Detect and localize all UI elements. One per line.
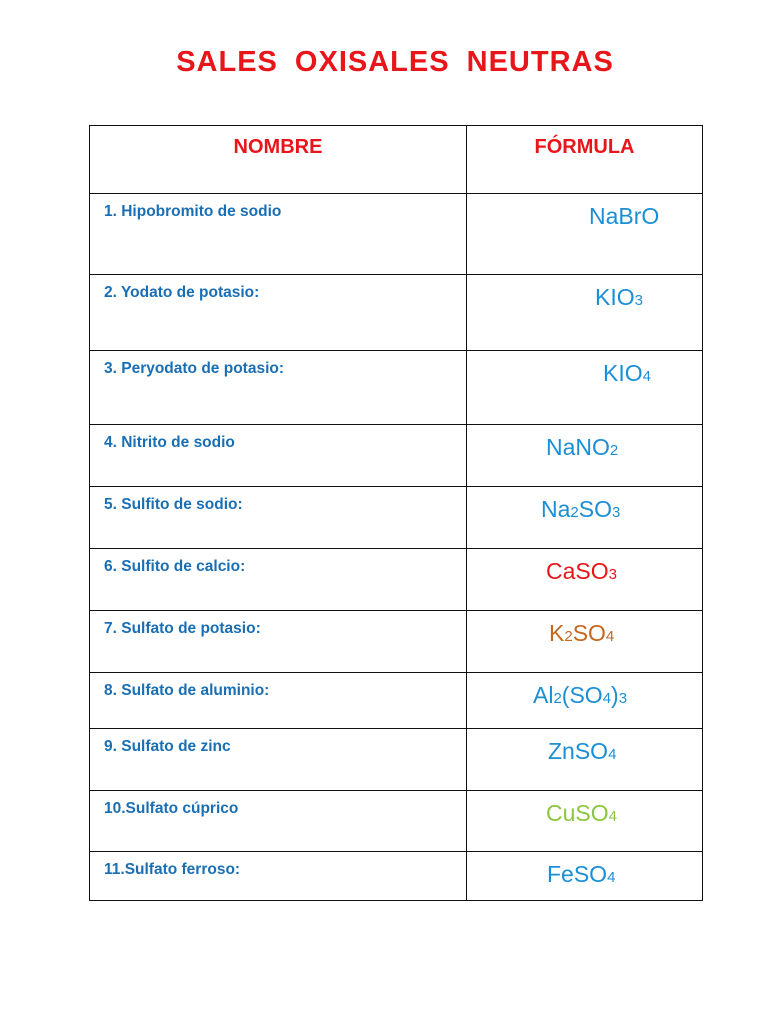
salt-formula-cell: [467, 194, 703, 275]
header-formula: FÓRMULA: [467, 126, 703, 194]
salt-formula-cell: [467, 791, 703, 852]
salt-name: 7. Sulfato de potasio:: [90, 611, 467, 673]
salt-formula: [541, 496, 620, 523]
salt-formula: [546, 558, 617, 585]
formula-part: SO: [572, 620, 606, 646]
table-row: [90, 194, 703, 275]
salt-formula: [548, 738, 616, 765]
salt-name: 2. Yodato de potasio:: [90, 275, 467, 351]
table-row: [90, 487, 703, 549]
formula-subscript: 4: [642, 368, 651, 385]
table-row: [90, 791, 703, 852]
salt-formula-cell: [467, 852, 703, 901]
formula-subscript: 3: [634, 292, 643, 309]
formula-subscript: 3: [608, 566, 617, 583]
formula-subscript: 2: [609, 442, 619, 459]
salt-formula: [603, 360, 651, 387]
formula-part: CuSO: [546, 800, 609, 826]
formula-subscript: 3: [611, 504, 621, 521]
salt-formula: [547, 861, 615, 888]
formula-part: NaNO: [546, 434, 610, 460]
salt-formula-cell: [467, 425, 703, 487]
salt-name: 1. Hipobromito de sodio: [90, 194, 467, 275]
table-row: [90, 549, 703, 611]
formula-part: ZnSO: [548, 738, 609, 764]
salt-name: 4. Nitrito de sodio: [90, 425, 467, 487]
salt-formula: [546, 434, 618, 461]
salt-name: 11.Sulfato ferroso:: [90, 852, 467, 901]
salt-formula-cell: [467, 611, 703, 673]
formula-subscript: 2: [570, 504, 579, 521]
salt-formula-cell: [467, 351, 703, 425]
formula-part: KIO: [603, 360, 643, 386]
salt-formula-cell: [467, 275, 703, 351]
table-row: [90, 275, 703, 351]
salt-formula-cell: [467, 673, 703, 729]
salt-name: 3. Peryodato de potasio:: [90, 351, 467, 425]
formula-subscript: 2: [553, 690, 562, 707]
formula-part: Na: [541, 496, 571, 522]
formula-subscript: 4: [602, 690, 612, 707]
salt-name: 6. Sulfito de calcio:: [90, 549, 467, 611]
salt-formula: [549, 620, 614, 647]
salt-formula-cell: [467, 487, 703, 549]
formula-part: (SO: [561, 682, 603, 708]
salt-formula-cell: [467, 729, 703, 791]
table-row: [90, 729, 703, 791]
salt-formula: [589, 203, 659, 230]
table-header-row: [90, 126, 703, 194]
formula-part: NaBrO: [589, 203, 660, 229]
salt-formula: [595, 284, 643, 311]
formula-part: SO: [578, 496, 612, 522]
salt-name: 5. Sulfito de sodio:: [90, 487, 467, 549]
page-title: SALES OXISALES NEUTRAS: [176, 46, 614, 78]
table-row: [90, 852, 703, 901]
salt-formula-cell: [467, 549, 703, 611]
table-row: [90, 351, 703, 425]
salts-table: [89, 125, 703, 901]
salt-name: 10.Sulfato cúprico: [90, 791, 467, 852]
formula-subscript: 4: [607, 869, 616, 886]
formula-part: CaSO: [546, 558, 609, 584]
salt-formula: [546, 800, 617, 827]
formula-part: Al: [533, 682, 554, 708]
formula-subscript: 3: [618, 690, 628, 707]
table-row: [90, 673, 703, 729]
salt-name: 8. Sulfato de aluminio:: [90, 673, 467, 729]
formula-subscript: 4: [608, 808, 617, 825]
formula-part: ): [611, 682, 619, 708]
formula-subscript: 4: [608, 746, 617, 763]
salt-name: 9. Sulfato de zinc: [90, 729, 467, 791]
header-nombre: NOMBRE: [90, 126, 467, 194]
table-row: [90, 611, 703, 673]
formula-part: K: [549, 620, 565, 646]
table-row: [90, 425, 703, 487]
formula-part: FeSO: [547, 861, 608, 887]
formula-subscript: 2: [564, 628, 573, 645]
formula-part: KIO: [595, 284, 635, 310]
formula-subscript: 4: [605, 628, 615, 645]
salt-formula: [533, 682, 627, 709]
